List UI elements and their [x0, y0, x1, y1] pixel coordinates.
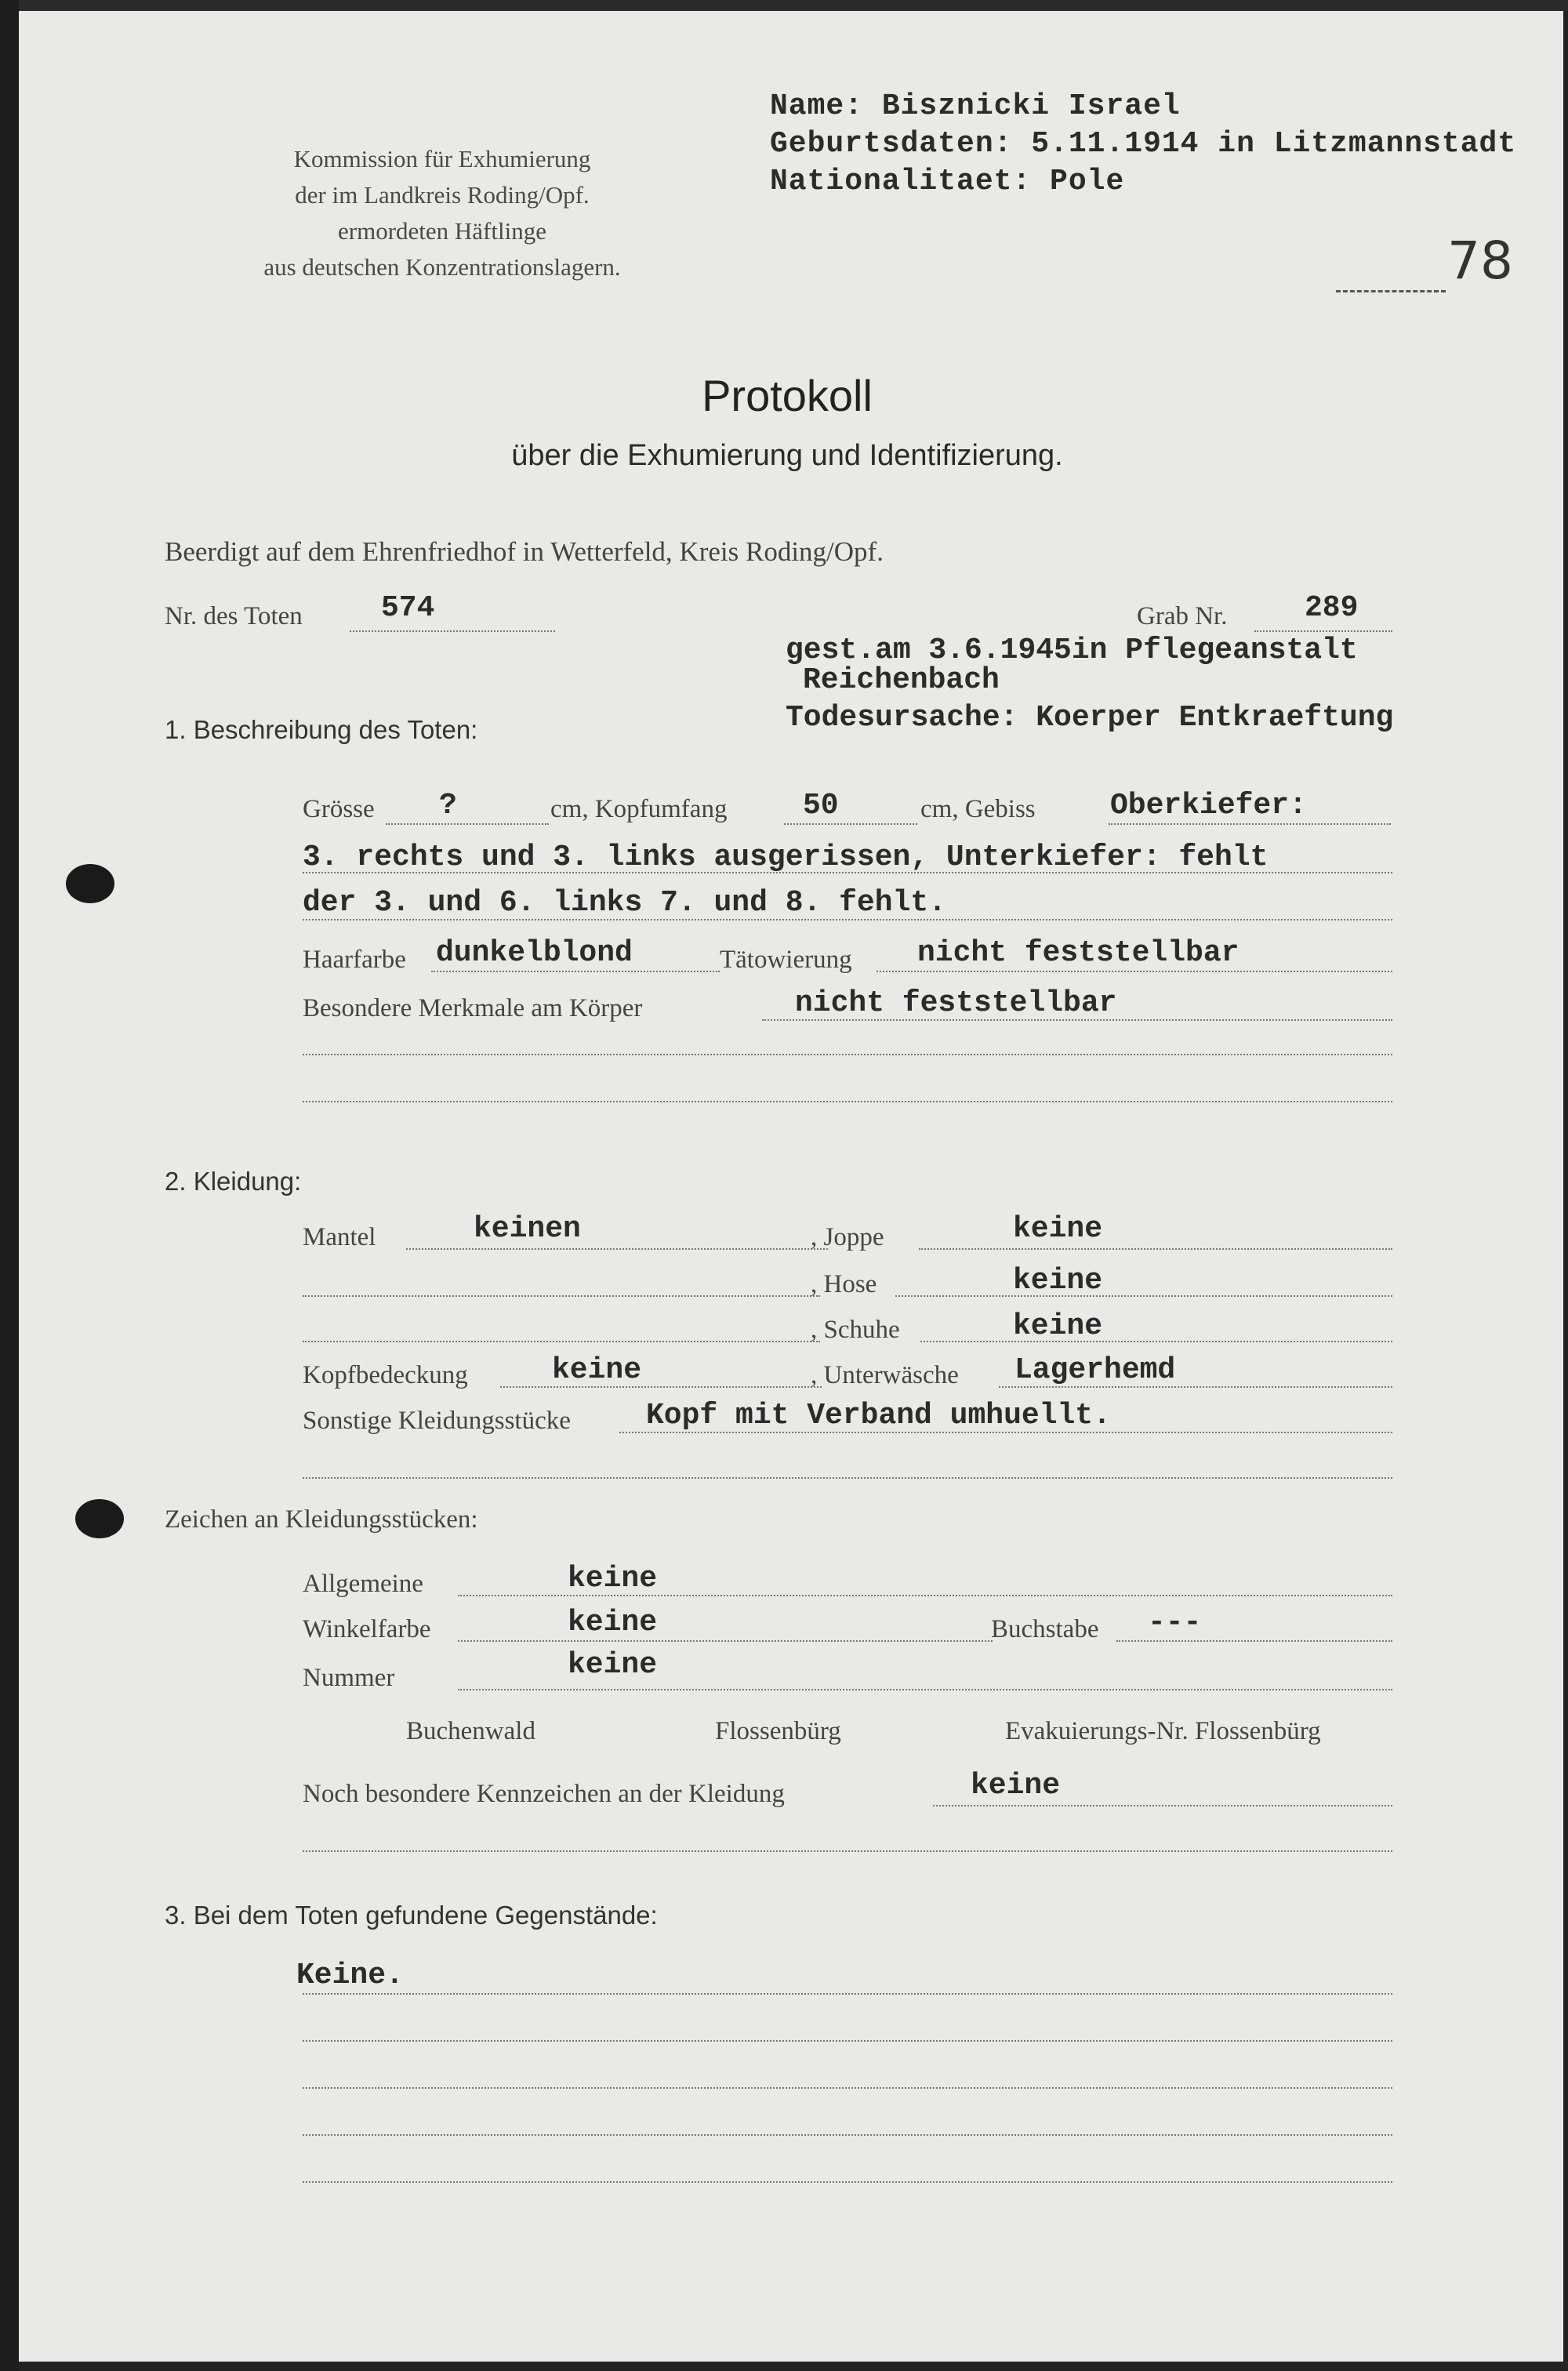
page-number: 78	[1447, 231, 1513, 291]
items-line-5	[303, 2181, 1392, 2183]
teeth-value-3: der 3. und 6. links 7. und 8. fehlt.	[303, 886, 946, 920]
page-number-mark	[1336, 290, 1446, 292]
burial-place: Beerdigt auf dem Ehrenfriedhof in Wetterfeld, Kreis Roding/Opf.	[165, 536, 884, 567]
tattoo-label: Tätowierung	[720, 946, 852, 974]
org-line-2: der im Landkreis Roding/Opf.	[295, 181, 590, 209]
name-line: Name: Bisznicki Israel	[770, 89, 1181, 123]
trousers-line	[895, 1295, 1392, 1297]
hair-line	[431, 971, 720, 972]
punch-hole-upper	[66, 864, 114, 903]
cause-of-death: Todesursache: Koerper Entkraeftung	[786, 701, 1394, 735]
shoes-label: , Schuhe	[811, 1316, 900, 1344]
letter-line	[1116, 1640, 1392, 1642]
clothing-marks-heading: Zeichen an Kleidungsstücken:	[165, 1505, 478, 1534]
jacket-value: keine	[1013, 1212, 1103, 1246]
height-line	[386, 823, 549, 825]
org-line-3: ermordeten Häftlinge	[338, 217, 546, 245]
found-items-value: Keine.	[296, 1959, 404, 1992]
underwear-value: Lagerhemd	[1014, 1353, 1176, 1387]
trousers-label: , Hose	[811, 1270, 877, 1298]
hair-value: dunkelblond	[436, 936, 633, 970]
teeth-line-1	[303, 872, 1392, 873]
shoes-pre-line	[303, 1341, 820, 1342]
coat-label: Mantel	[303, 1223, 376, 1251]
items-line-3	[303, 2087, 1392, 2089]
grave-number-label: Grab Nr.	[1137, 602, 1228, 630]
section-2-heading: 2. Kleidung:	[165, 1167, 302, 1196]
other-clothes-value: Kopf mit Verband umhuellt.	[646, 1399, 1111, 1432]
height-value: ?	[439, 789, 457, 822]
special-marks-label: Noch besondere Kennzeichen an der Kleidung	[303, 1780, 785, 1808]
column-evacuation-number: Evakuierungs-Nr. Flossenbürg	[1005, 1717, 1321, 1745]
number-value: keine	[568, 1648, 658, 1682]
page-subtitle: über die Exhumierung und Identifizierung.	[511, 439, 1063, 472]
tattoo-line	[877, 971, 1392, 972]
page-title: Protokoll	[702, 371, 873, 420]
shoes-value: keine	[1013, 1309, 1103, 1343]
grave-number-line	[1254, 630, 1392, 632]
trousers-value: keine	[1013, 1264, 1103, 1298]
angle-color-line	[458, 1640, 993, 1642]
coat-value: keinen	[474, 1212, 581, 1246]
special-marks-line	[933, 1805, 1392, 1806]
general-label: Allgemeine	[303, 1570, 423, 1598]
teeth-value-1: Oberkiefer:	[1110, 789, 1307, 822]
blank-line-3	[303, 1477, 1392, 1479]
general-value: keine	[568, 1562, 658, 1596]
hair-label: Haarfarbe	[303, 946, 406, 974]
jacket-line	[919, 1248, 1392, 1250]
blank-line-1	[303, 1054, 1392, 1055]
items-line-4	[303, 2134, 1392, 2136]
column-buchenwald: Buchenwald	[406, 1717, 535, 1745]
number-line	[458, 1689, 1392, 1690]
teeth-line-2	[303, 919, 1392, 920]
special-marks-value: keine	[971, 1769, 1061, 1803]
birth-line: Geburtsdaten: 5.11.1914 in Litzmannstadt	[770, 127, 1517, 161]
dead-number-line	[350, 630, 555, 632]
other-clothes-label: Sonstige Kleidungsstücke	[303, 1407, 571, 1435]
letter-label: Buchstabe	[991, 1615, 1099, 1643]
tattoo-value: nicht feststellbar	[917, 936, 1240, 970]
hat-value: keine	[552, 1353, 642, 1387]
column-flossenbuerg: Flossenbürg	[715, 1717, 841, 1745]
underwear-label: , Unterwäsche	[811, 1361, 959, 1389]
head-label: cm, Kopfumfang	[550, 795, 728, 823]
hat-line	[500, 1386, 822, 1388]
trousers-pre-line	[303, 1295, 820, 1297]
angle-color-label: Winkelfarbe	[303, 1615, 431, 1643]
death-line-1: gest.am 3.6.1945in Pflegeanstalt	[786, 634, 1358, 667]
death-line-2: Reichenbach	[803, 663, 1000, 697]
grave-number-value: 289	[1305, 591, 1359, 625]
angle-color-value: keine	[568, 1606, 658, 1639]
jacket-label: , Joppe	[811, 1223, 884, 1251]
marks-value: nicht feststellbar	[795, 986, 1117, 1020]
section-3-heading: 3. Bei dem Toten gefundene Gegenstände:	[165, 1901, 658, 1930]
document-page	[19, 11, 1563, 2362]
blank-line-4	[303, 1850, 1392, 1852]
items-line-1	[303, 1993, 1392, 1995]
coat-line	[406, 1248, 828, 1250]
letter-value: ---	[1148, 1606, 1202, 1639]
teeth-line-0	[1109, 823, 1391, 825]
org-line-1: Kommission für Exhumierung	[293, 145, 591, 172]
number-label: Nummer	[303, 1664, 395, 1692]
scan-top-edge	[0, 0, 1568, 11]
nationality-line: Nationalitaet: Pole	[770, 165, 1125, 198]
dead-number-value: 574	[381, 591, 435, 625]
shoes-line	[920, 1341, 1392, 1342]
blank-line-2	[303, 1101, 1392, 1102]
org-line-4: aus deutschen Konzentrationslagern.	[263, 253, 621, 281]
scan-left-edge	[0, 0, 19, 2371]
head-line	[784, 823, 917, 825]
items-line-2	[303, 2040, 1392, 2042]
section-1-heading: 1. Beschreibung des Toten:	[165, 715, 478, 744]
dead-number-label: Nr. des Toten	[165, 602, 303, 630]
height-label: Grösse	[303, 795, 375, 823]
head-value: 50	[803, 789, 839, 822]
marks-label: Besondere Merkmale am Körper	[303, 994, 643, 1022]
teeth-label: cm, Gebiss	[920, 795, 1036, 823]
punch-hole-lower	[75, 1499, 124, 1538]
hat-label: Kopfbedeckung	[303, 1361, 468, 1389]
teeth-value-2: 3. rechts und 3. links ausgerissen, Unterkiefer: fehlt	[303, 841, 1269, 874]
